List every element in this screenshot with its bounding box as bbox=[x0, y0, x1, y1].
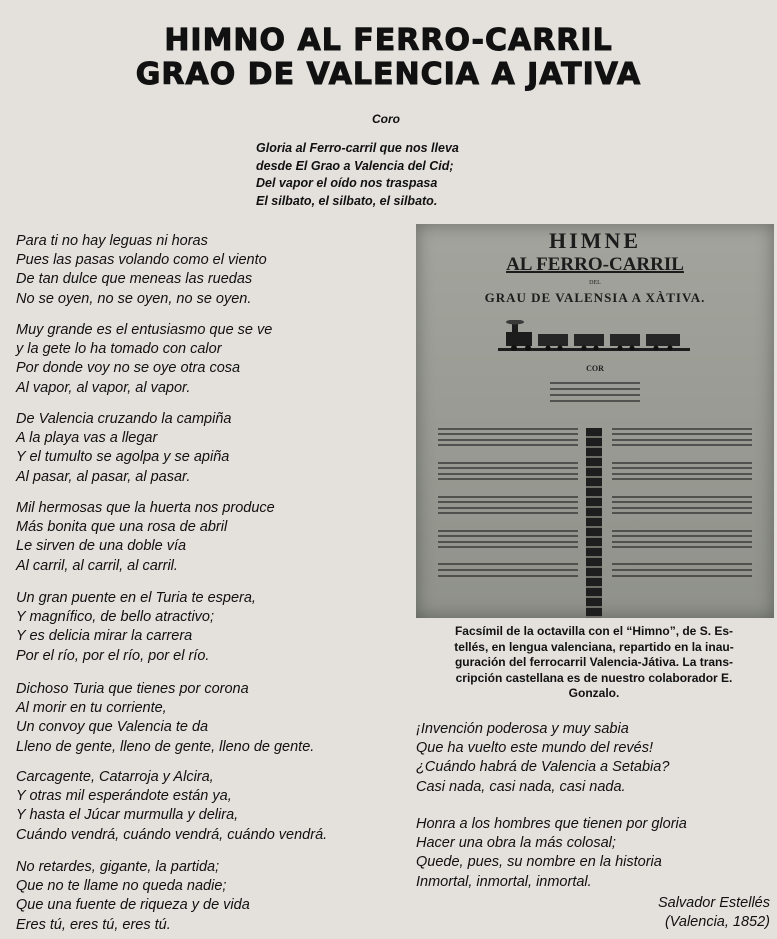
verse-line: Le sirven de una doble vía bbox=[16, 538, 187, 555]
left-stanza bbox=[16, 589, 256, 666]
coro-line: Gloria al Ferro-carril que nos lleva bbox=[256, 141, 459, 155]
verse-line: Y otras mil esperándote están ya, bbox=[16, 788, 232, 805]
verse-line: Honra a los hombres que tienen por gloria bbox=[416, 816, 687, 832]
verse-line: Por el río, por el río, por el río. bbox=[16, 647, 210, 664]
verse-line: Carcagente, Catarroja y Alcira, bbox=[16, 769, 214, 785]
facsimile-decorative-spine bbox=[586, 428, 602, 618]
verse-line: ¡Invención poderosa y muy sabia bbox=[416, 721, 629, 737]
verse-line: Pues las pasas volando como el viento bbox=[16, 252, 267, 269]
verse-line: No retardes, gigante, la partida; bbox=[16, 859, 220, 875]
facsimile-himne-heading: HIMNE bbox=[549, 228, 641, 253]
verse-line: Dichoso Turia que tienes por corona bbox=[16, 681, 249, 697]
coro-line: El silbato, el silbato, el silbato. bbox=[256, 193, 438, 208]
facsimile-ferro-heading: AL FERRO-CARRIL bbox=[506, 254, 684, 275]
title-line-1: HIMNO AL FERRO-CARRIL bbox=[164, 23, 613, 58]
verse-line: Y el tumulto se agolpa y se apiña bbox=[16, 449, 230, 466]
facsimile-del-text: DEL bbox=[589, 280, 601, 286]
verse-line: Muy grande es el entusiasmo que se ve bbox=[16, 322, 273, 338]
verse-line: Al morir en tu corriente, bbox=[16, 700, 167, 717]
verse-line: Casi nada, casi nada, casi nada. bbox=[416, 778, 626, 795]
verse-line: Al pasar, al pasar, al pasar. bbox=[16, 468, 191, 485]
facsimile-leaflet-image bbox=[416, 224, 774, 618]
verse-line: Que una fuente de riqueza y de vida bbox=[16, 897, 250, 914]
verse-line: Un gran puente en el Turia te espera, bbox=[16, 590, 256, 606]
verse-line: Y magnífico, de bello atractivo; bbox=[16, 609, 215, 626]
title-line-2: GRAO DE VALENCIA A JATIVA bbox=[135, 57, 642, 92]
right-stanza bbox=[416, 815, 687, 892]
facsimile-right-column-text bbox=[612, 424, 752, 580]
verse-line: ¿Cuándo habrá de Valencia a Setabia? bbox=[416, 759, 670, 776]
verse-line: No se oyen, no se oyen, no se oyen. bbox=[16, 290, 252, 307]
signature-place-date: (Valencia, 1852) bbox=[664, 914, 770, 930]
verse-line: Al carril, al carril, al carril. bbox=[16, 557, 178, 574]
left-stanza bbox=[16, 232, 267, 309]
caption-line: Gonzalo. bbox=[568, 686, 620, 700]
right-stanza bbox=[416, 720, 669, 797]
verse-line: Mil hermosas que la huerta nos produce bbox=[16, 500, 275, 516]
verse-line: De Valencia cruzando la campiña bbox=[16, 411, 232, 427]
verse-line: Más bonita que una rosa de abril bbox=[16, 519, 228, 536]
verse-line: y la gete lo ha tomado con calor bbox=[16, 341, 222, 358]
facsimile-left-column-text bbox=[438, 424, 578, 580]
verse-line: Eres tú, eres tú, eres tú. bbox=[16, 916, 171, 933]
author-signature: Salvador Estellés bbox=[657, 895, 770, 911]
train-engraving-icon bbox=[498, 320, 690, 354]
verse-line: Que no te llame no queda nadie; bbox=[16, 878, 227, 895]
left-stanza bbox=[16, 768, 327, 845]
verse-line: Que ha vuelto este mundo del revés! bbox=[416, 740, 653, 757]
verse-line: Lleno de gente, lleno de gente, lleno de gente. bbox=[16, 738, 315, 755]
caption-line: tellés, en lengua valenciana, repartido en la inau- bbox=[454, 639, 734, 654]
verse-line: Por donde voy no se oye otra cosa bbox=[16, 360, 241, 377]
verse-line: De tan dulce que meneas las ruedas bbox=[16, 271, 253, 288]
coro-line: Del vapor el oído nos traspasa bbox=[256, 176, 438, 190]
verse-line: Para ti no hay leguas ni horas bbox=[16, 233, 208, 249]
facsimile-chorus-text bbox=[550, 378, 640, 406]
left-stanza bbox=[16, 321, 272, 398]
left-stanza bbox=[16, 858, 250, 935]
left-stanza bbox=[16, 499, 275, 576]
verse-line: Cuándo vendrá, cuándo vendrá, cuándo vendrá. bbox=[16, 826, 328, 843]
verse-line: Un convoy que Valencia te da bbox=[16, 719, 209, 736]
coro-heading: Coro bbox=[372, 112, 400, 126]
coro-stanza bbox=[256, 140, 459, 210]
verse-line: Quede, pues, su nombre en la historia bbox=[416, 854, 662, 871]
verse-line: Inmortal, inmortal, inmortal. bbox=[416, 873, 592, 890]
coro-line: desde El Grao a Valencia del Cid; bbox=[256, 158, 454, 173]
facsimile-grau-heading: GRAU DE VALENSIA A XÀTIVA. bbox=[484, 290, 706, 305]
verse-line: A la playa vas a llegar bbox=[16, 430, 158, 447]
verse-line: Hacer una obra la más colosal; bbox=[416, 835, 616, 852]
verse-line: Y hasta el Júcar murmulla y delira, bbox=[16, 807, 239, 824]
verse-line: Al vapor, al vapor, al vapor. bbox=[16, 379, 191, 396]
caption-line: Facsímil de la octavilla con el “Himno”, de S. Es- bbox=[454, 624, 734, 638]
caption-line: cripción castellana es de nuestro colaborador E. bbox=[455, 670, 733, 685]
facsimile-cor-heading: COR bbox=[586, 364, 604, 373]
left-stanza bbox=[16, 410, 231, 487]
caption-line: guración del ferrocarril Valencia-Játiva. La trans- bbox=[454, 655, 734, 669]
verse-line: Y es delicia mirar la carrera bbox=[16, 628, 193, 645]
left-stanza bbox=[16, 680, 314, 757]
facsimile-caption bbox=[414, 624, 774, 702]
